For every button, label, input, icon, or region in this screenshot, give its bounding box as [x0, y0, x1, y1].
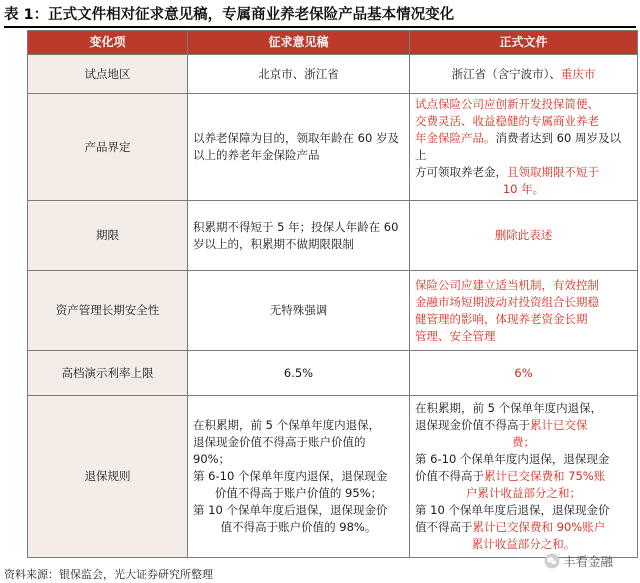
row-term	[28, 201, 638, 271]
final-definition-red: 且领取期限不短于	[507, 165, 599, 179]
final-definition-red: 年金保险产品。	[415, 131, 496, 145]
watermark	[544, 551, 613, 571]
header-draft: 征求意见稿	[188, 31, 410, 55]
item-rate: 高档演示利率上限	[28, 351, 188, 396]
draft-asset: 无特殊强调	[188, 271, 410, 351]
item-term: 期限	[28, 201, 188, 271]
source-note: 资料来源：银保监会，光大证券研究所整理	[4, 568, 213, 581]
final-surrender-line: 第 6-10 个保单年度内退保，退保现金	[415, 452, 610, 466]
draft-term-line: 岁以上的，积累期不做期限限制	[193, 236, 354, 251]
draft-definition-line: 以上的养老年金保险产品	[193, 148, 320, 162]
draft-surrender-line: 第 6-10 个保单年度内退保，退保现金	[193, 469, 388, 483]
item-definition: 产品界定	[28, 94, 188, 201]
final-asset	[410, 271, 638, 351]
item-surrender: 退保规则	[28, 396, 188, 558]
draft-surrender-line: 第 10 个保单年度后退保，退保现金价	[193, 503, 388, 517]
draft-surrender-line: 价值不得高于账户价值的 95%；	[214, 486, 383, 500]
final-surrender-line: 第 10 个保单年度后退保，退保现金价	[415, 503, 610, 517]
row-definition	[28, 94, 638, 201]
draft-term-line: 积累期不得短于 5 年；投保人年龄在 60	[193, 219, 399, 234]
draft-rate: 6.5%	[188, 351, 410, 396]
draft-surrender	[188, 396, 410, 558]
final-surrender-black: 价值不得高于	[415, 469, 484, 483]
final-definition-black: 消费者达到 60 周岁及以上	[415, 131, 621, 162]
final-definition-line: 试点保险公司应创新开发投保简便、	[415, 97, 599, 111]
row-pilot	[28, 55, 638, 94]
final-definition-black: 方可领取养老金，	[415, 165, 507, 179]
draft-definition-line: 以养老保障为目的，领取年龄在 60 岁及	[193, 131, 399, 145]
final-term: 删除此表述	[410, 201, 638, 271]
row-rate	[28, 351, 638, 396]
draft-surrender-line: 退保现金价值不得高于账户价值的 90%；	[193, 435, 366, 466]
row-asset	[28, 271, 638, 351]
item-pilot: 试点地区	[28, 55, 188, 94]
final-asset-line: 保险公司应建立适当机制，有效控制	[415, 277, 599, 292]
draft-definition	[188, 94, 410, 201]
final-definition-line	[415, 130, 632, 164]
header-row	[28, 31, 638, 55]
watermark-text: 丰看金融	[563, 554, 614, 569]
final-surrender	[410, 396, 638, 558]
draft-term	[188, 201, 410, 271]
draft-surrender-line: 在积累期，前 5 个保单年度内退保，	[193, 418, 381, 432]
final-asset-line: 金融市场短期波动对投资组合长期稳	[415, 294, 599, 309]
final-pilot-text: 浙江省（含宁波市）、	[451, 66, 561, 81]
final-asset-line: 健管理的影响，体现养老资金长期	[415, 311, 588, 326]
final-surrender-red: 累计已交保	[530, 418, 588, 432]
final-pilot-highlight: 重庆市	[560, 66, 596, 81]
final-surrender-line	[415, 417, 632, 434]
final-definition-line: 交费灵活、收益稳健的专属商业养老	[415, 114, 599, 128]
final-definition-line	[415, 164, 632, 181]
header-final: 正式文件	[410, 31, 638, 55]
header-item: 变化项	[28, 31, 188, 55]
final-asset-line: 管理、安全管理	[415, 328, 496, 343]
comparison-table	[27, 30, 638, 558]
draft-pilot: 北京市、浙江省	[188, 55, 410, 94]
final-pilot	[410, 55, 638, 94]
table-caption: 表 1：正式文件相对征求意见稿，专属商业养老保险产品基本情况变化	[4, 4, 636, 28]
final-surrender-line	[415, 468, 632, 485]
final-rate: 6%	[410, 351, 638, 396]
final-definition-line: 10 年。	[502, 182, 545, 196]
draft-surrender-line: 值不得高于账户价值的 98%。	[220, 520, 377, 534]
final-surrender-line: 累计收益部分之和。	[471, 537, 576, 551]
final-surrender-red: 累计已交保费和 90%账户	[472, 520, 606, 534]
final-surrender-line: 在积累期，前 5 个保单年度内退保，	[415, 401, 603, 415]
final-surrender-red: 累计已交保费和 75%账	[484, 469, 606, 483]
final-definition	[410, 94, 638, 201]
final-surrender-line: 费；	[512, 435, 535, 449]
final-surrender-line	[415, 519, 632, 536]
final-surrender-line: 户累计收益部分之和；	[466, 486, 581, 500]
wechat-logo-icon	[544, 553, 560, 569]
row-surrender	[28, 396, 638, 558]
final-surrender-black: 值不得高于	[415, 520, 473, 534]
item-asset: 资产管理长期安全性	[28, 271, 188, 351]
final-surrender-black: 退保现金价值不得高于	[415, 418, 530, 432]
